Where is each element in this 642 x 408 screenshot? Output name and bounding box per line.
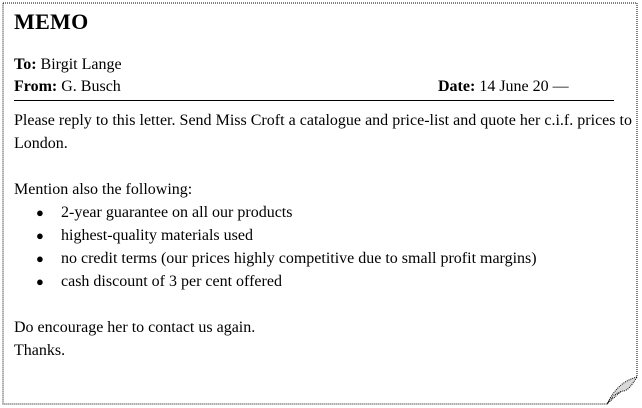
bullet-icon: ● bbox=[36, 251, 44, 266]
from-value: G. Busch bbox=[61, 78, 121, 95]
memo-note bbox=[2, 2, 638, 405]
list-item bbox=[14, 201, 632, 224]
to-value: Birgit Lange bbox=[40, 56, 122, 73]
memo-content bbox=[14, 10, 632, 362]
list-item bbox=[14, 224, 632, 247]
list-intro: Mention also the following: bbox=[14, 181, 193, 198]
list-item bbox=[14, 247, 632, 270]
paragraph-spacer bbox=[14, 293, 632, 316]
paragraph-spacer bbox=[14, 155, 632, 178]
list-item-text: highest-quality materials used bbox=[61, 227, 253, 244]
list-item-text: 2-year guarantee on all our products bbox=[61, 204, 293, 221]
to-label: To: bbox=[14, 56, 37, 73]
closing-line: Do encourage her to contact us again. bbox=[14, 319, 256, 336]
memo-title: MEMO bbox=[14, 9, 89, 34]
header-divider bbox=[14, 100, 614, 101]
bullet-icon: ● bbox=[36, 274, 44, 289]
instruction-paragraph: Please reply to this letter. Send Miss Croft a catalogue and price-list and quote her c.i.f. prices to London. bbox=[14, 112, 632, 152]
from-label: From: bbox=[14, 78, 58, 95]
date-label: Date: bbox=[438, 78, 476, 95]
bullet-icon: ● bbox=[36, 205, 44, 220]
date-field bbox=[438, 76, 569, 98]
list-item-text: cash discount of 3 per cent offered bbox=[61, 273, 282, 290]
bullet-icon: ● bbox=[36, 228, 44, 243]
memo-body bbox=[14, 109, 632, 362]
date-value: 14 June 20 — bbox=[479, 78, 569, 95]
from-date-line bbox=[14, 76, 632, 98]
to-line bbox=[14, 54, 632, 76]
list-item-text: no credit terms (our prices highly competitive due to small profit margins) bbox=[61, 250, 537, 267]
list-item bbox=[14, 270, 632, 293]
points-list bbox=[14, 201, 632, 293]
thanks-line: Thanks. bbox=[14, 342, 66, 359]
